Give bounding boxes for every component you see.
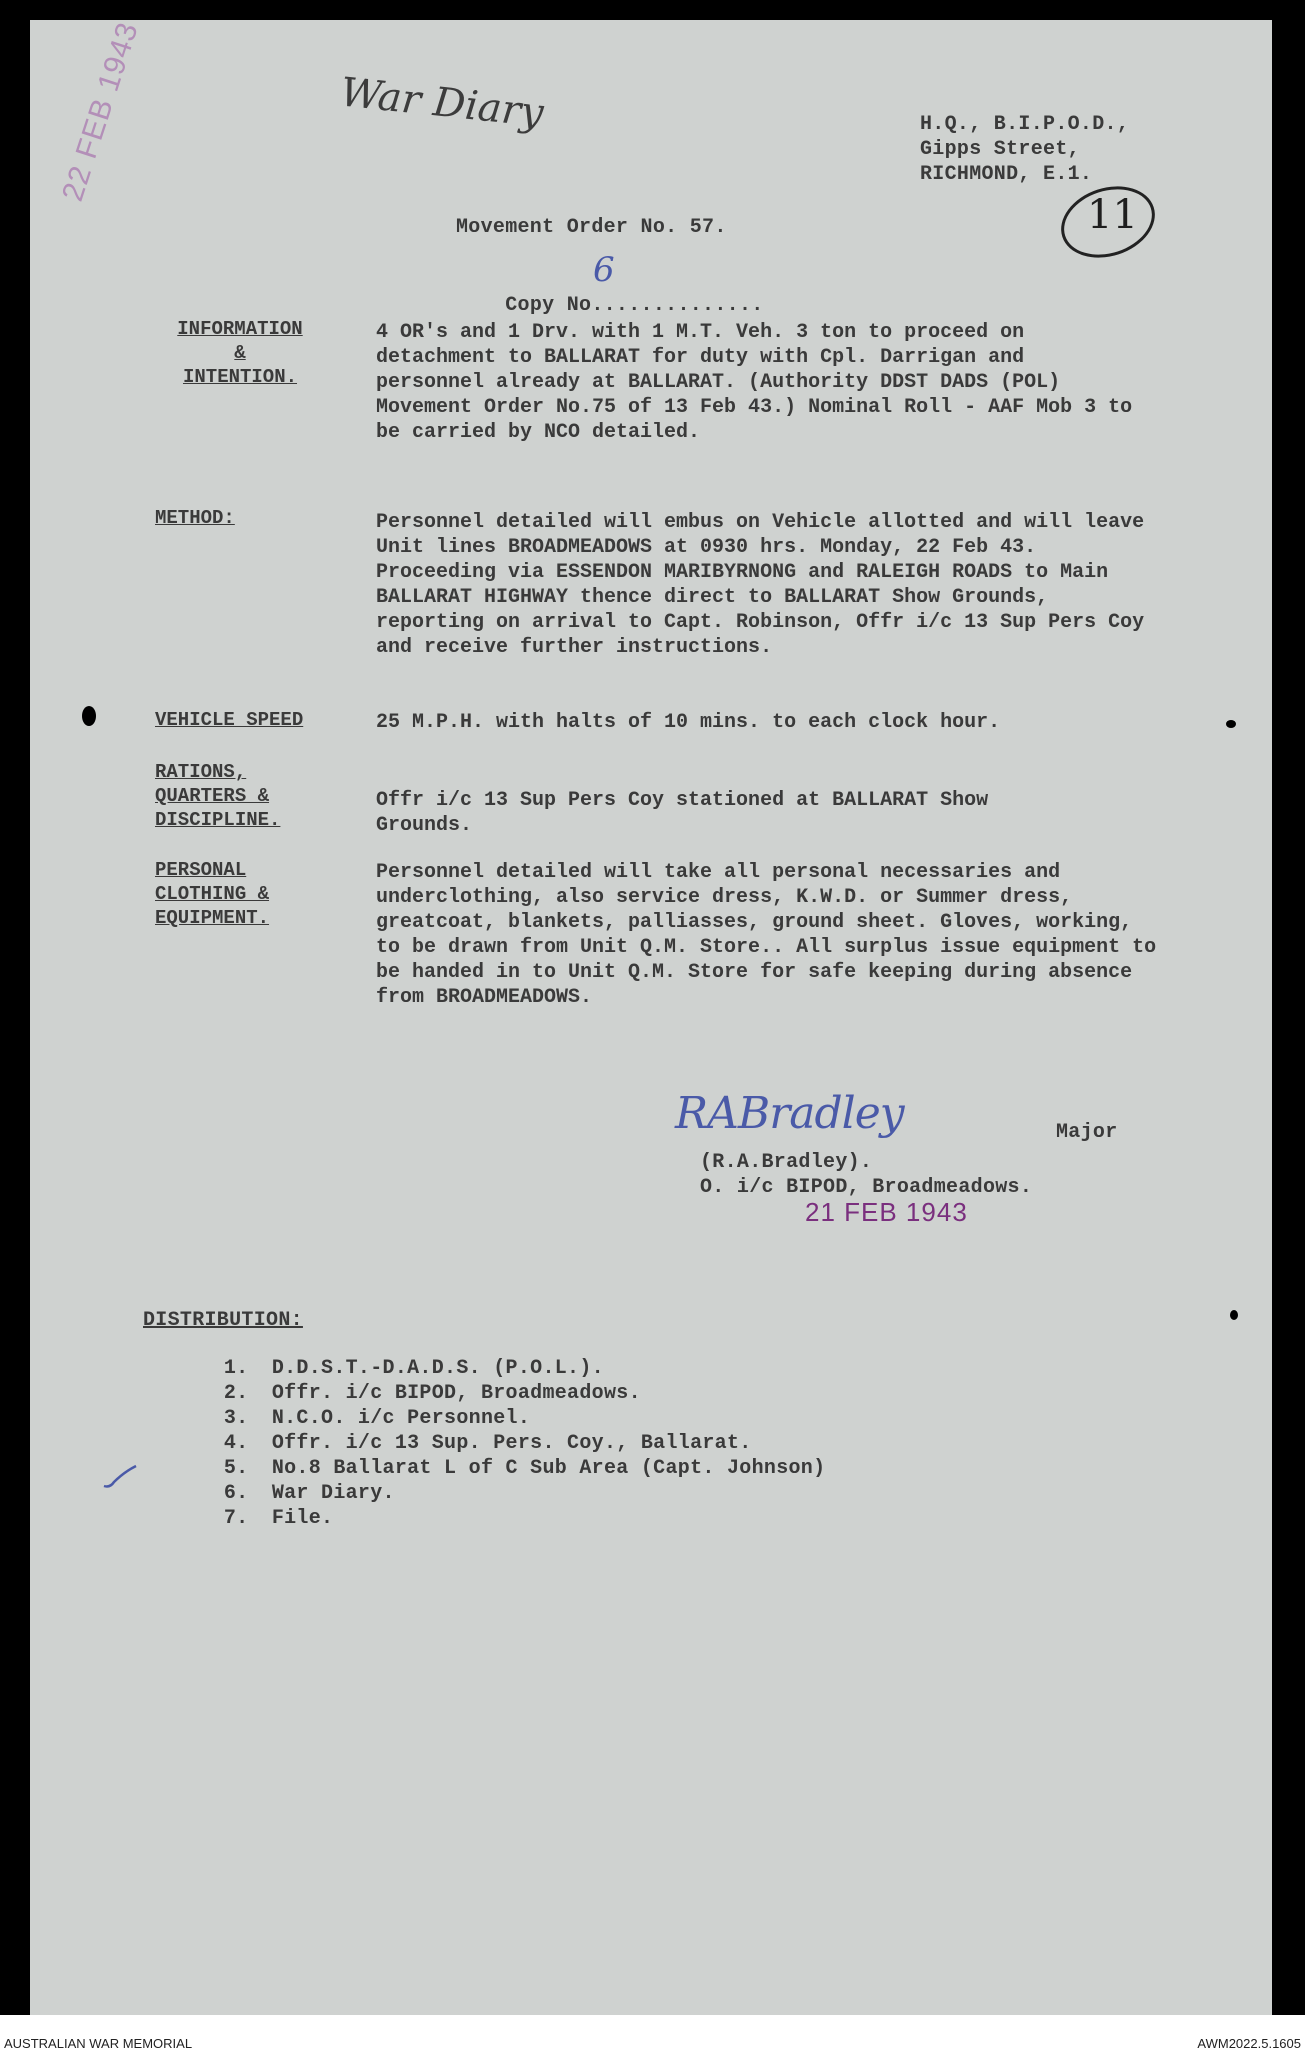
signature: RABradley	[675, 1088, 904, 1139]
section-heading-information: INFORMATION & INTENTION.	[177, 318, 303, 388]
address-line-2: Gipps Street,	[920, 138, 1080, 161]
address-line-3: RICHMOND, E.1.	[920, 163, 1093, 186]
folio-number: 11	[1087, 192, 1138, 238]
punch-hole-right-lower	[1230, 1310, 1238, 1320]
signature-rank: Major	[1056, 1121, 1118, 1144]
section-body-method: Personnel detailed will embus on Vehicle allotted and will leave Unit lines BROADMEADOWS at 0930 hrs. Monday, 22 Feb 43. Proceeding via ESSENDON MARIBYRNONG and RALEIGH ROADS to Main BALLARAT HIGHWAY thence direct to BALLARAT Show Grounds, reporting on arrival to Capt. Robinson, Offr i/c 13 Sup Pers Coy and receive further instructions.	[376, 511, 1145, 659]
distribution-item: 4. Offr. i/c 13 Sup. Pers. Coy., Ballarat.	[223, 1432, 752, 1455]
signed-date-stamp: 21 FEB 1943	[805, 1197, 968, 1227]
footer-left-label: AUSTRALIAN WAR MEMORIAL	[4, 2036, 193, 2051]
order-title: Movement Order No. 57.	[456, 216, 727, 239]
distribution-heading: DISTRIBUTION:	[143, 1309, 303, 1332]
punch-hole-left	[82, 706, 96, 726]
section-heading-rations: RATIONS, QUARTERS & DISCIPLINE.	[155, 761, 281, 831]
signature-name: (R.A.Bradley).	[700, 1151, 873, 1174]
copy-number: 6	[593, 250, 615, 290]
section-heading-method: METHOD:	[155, 507, 235, 529]
section-body-information: 4 OR's and 1 Drv. with 1 M.T. Veh. 3 ton to proceed on detachment to BALLARAT for duty with Cpl. Darrigan and personnel already at BALLARAT. (Authority DDST DADS (POL) Movement Order No.75 of 13 Feb 43.) Nominal Roll - AAF Mob 3 to be carried by NCO detailed.	[376, 321, 1133, 444]
distribution-item: 7. File.	[223, 1507, 334, 1530]
received-date-stamp: 22 FEB 1943	[56, 17, 145, 206]
distribution-list	[150, 1331, 826, 1530]
distribution-item: 6. War Diary.	[223, 1482, 395, 1505]
section-body-vehicle-speed: 25 M.P.H. with halts of 10 mins. to each clock hour.	[376, 711, 1001, 734]
distribution-item: 2. Offr. i/c BIPOD, Broadmeadows.	[223, 1382, 641, 1405]
address-line-1: H.Q., B.I.P.O.D.,	[920, 113, 1130, 136]
section-body-personal: Personnel detailed will take all personal necessaries and underclothing, also service dress, K.W.D. or Summer dress, greatcoat, blankets, palliasses, ground sheet. Gloves, working, to be drawn from Unit Q.M. Store.. All surplus issue equipment to be handed in to Unit Q.M. Store for safe keeping during absence from BROADMEADOWS.	[376, 861, 1157, 1009]
archive-footer	[0, 2015, 1305, 2061]
copy-suffix: ........	[665, 294, 764, 317]
handwritten-title: War Diary	[338, 69, 546, 137]
copy-label: Copy No......	[505, 294, 666, 317]
distribution-item: 3. N.C.O. i/c Personnel.	[223, 1407, 531, 1430]
section-heading-vehicle-speed: VEHICLE SPEED	[155, 709, 304, 731]
tick-mark-icon	[100, 1462, 140, 1492]
footer-right-label: AWM2022.5.1605	[1197, 2036, 1301, 2051]
distribution-item: 5. No.8 Ballarat L of C Sub Area (Capt. Johnson)	[223, 1457, 826, 1480]
signature-appointment: O. i/c BIPOD, Broadmeadows.	[700, 1176, 1033, 1199]
section-heading-personal: PERSONAL CLOTHING & EQUIPMENT.	[155, 859, 270, 929]
distribution-item: 1. D.D.S.T.-D.A.D.S. (P.O.L.).	[223, 1357, 604, 1380]
document-page	[30, 17, 1272, 2015]
punch-hole-right-upper	[1226, 720, 1236, 728]
section-body-rations: Offr i/c 13 Sup Pers Coy stationed at BALLARAT Show Grounds.	[376, 789, 989, 837]
